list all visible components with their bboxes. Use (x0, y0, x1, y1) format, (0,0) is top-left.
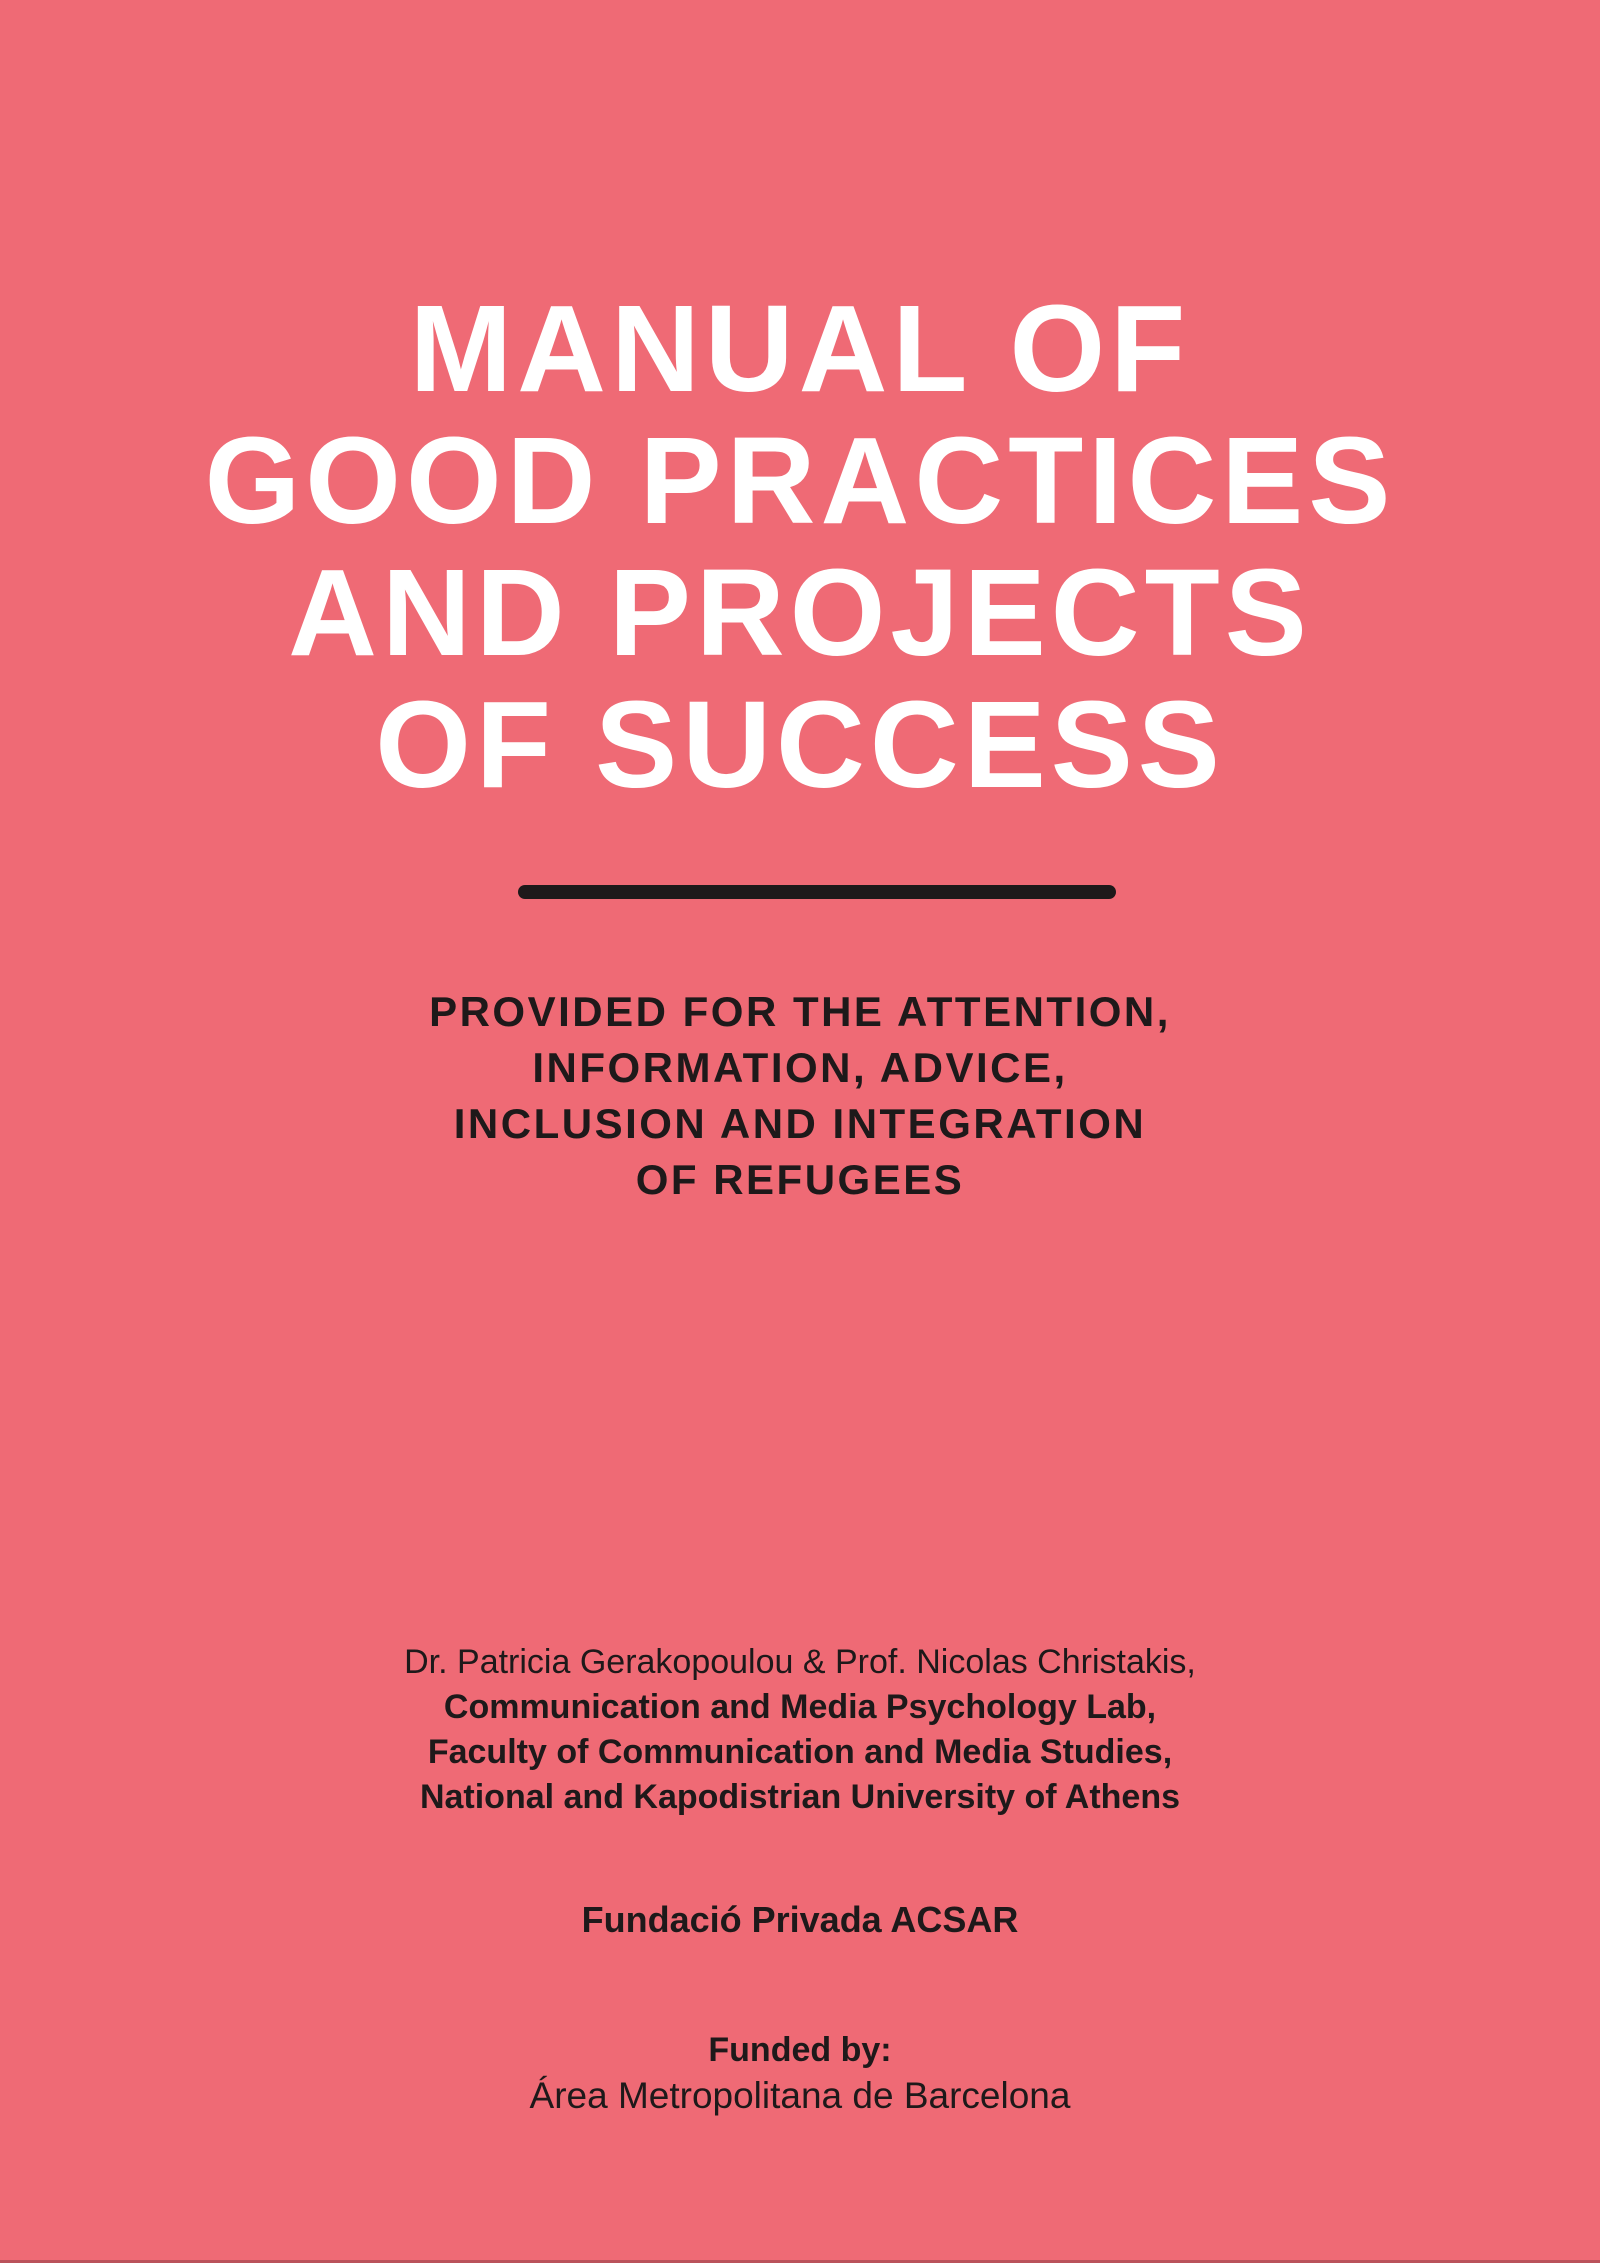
funded-by-organization: Área Metropolitana de Barcelona (529, 2075, 1071, 2116)
cover-subtitle-line-1: PROVIDED FOR THE ATTENTION, (429, 988, 1171, 1035)
authors-university: National and Kapodistrian University of Athens (419, 1778, 1181, 1816)
funded-by-label: Funded by: (708, 2031, 892, 2069)
authors-lab: Communication and Media Psychology Lab, (443, 1688, 1157, 1726)
funded-by-block (0, 2029, 1600, 2119)
authors-block (0, 1640, 1600, 1820)
cover-title-line-4: OF SUCCESS (375, 677, 1225, 814)
cover-title (0, 281, 1600, 814)
cover-subtitle-line-3: INCLUSION AND INTEGRATION (453, 1100, 1147, 1147)
title-divider-rule (518, 885, 1116, 899)
authors-faculty: Faculty of Communication and Media Studies, (427, 1733, 1173, 1771)
organization-name: Fundació Privada ACSAR (581, 1899, 1019, 1940)
cover-title-line-1: MANUAL OF (409, 281, 1191, 418)
authors-names: Dr. Patricia Gerakopoulou & Prof. Nicolas Christakis, (404, 1643, 1196, 1681)
cover-subtitle-line-2: INFORMATION, ADVICE, (532, 1044, 1068, 1091)
cover-title-line-3: AND PROJECTS (288, 545, 1312, 682)
cover-subtitle-line-4: OF REFUGEES (635, 1156, 965, 1203)
cover-title-line-2: GOOD PRACTICES (204, 413, 1396, 550)
cover-subtitle (0, 984, 1600, 1208)
